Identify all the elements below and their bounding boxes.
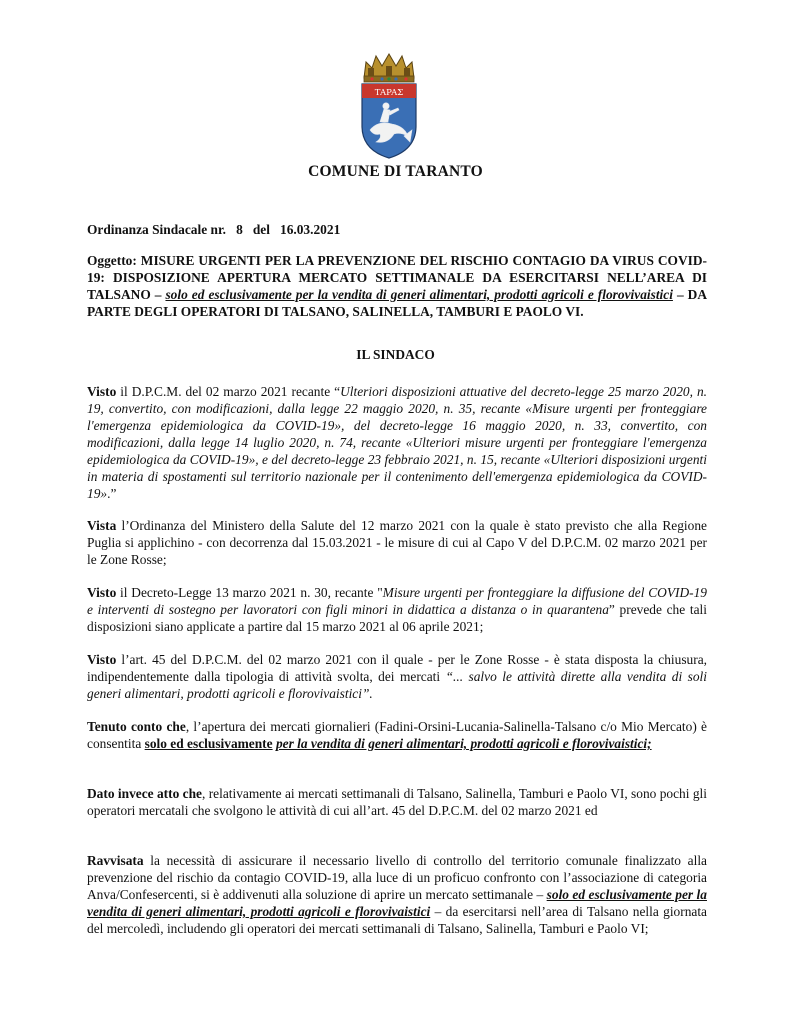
paragraph-text: il Decreto-Legge 13 marzo 2021 n. 30, recante " [116, 585, 383, 600]
section-heading: IL SINDACO [356, 347, 435, 362]
paragraph-text: il D.P.C.M. del 02 marzo 2021 recante “ [116, 384, 341, 399]
paragraph-text: l’art. 45 del D.P.C.M. del 02 marzo 2021 con il quale - per le Zone Rosse - è stata disposta la chiusura, indipendentemente dalla tipologia di attività svolta, dei mercati [87, 652, 707, 684]
ordinance-label: Ordinanza Sindacale nr. [87, 222, 227, 237]
ordinance-del: del [252, 222, 270, 237]
paragraph-dato-atto [87, 785, 707, 819]
paragraph-lead: Vista [87, 518, 117, 533]
paragraph-text: , l’apertura dei mercati giornalieri (Fadini-Orsini-Lucania-Salinella-Talsano c/o Mio Mercato) è consentita [87, 719, 707, 751]
paragraph-vista-ordinanza [87, 517, 707, 568]
paragraph-lead: Visto [87, 384, 117, 399]
paragraph-emphasis-italic: solo ed esclusivamente per la vendita di generi alimentari, prodotti agricoli e florovivaistici [87, 887, 707, 919]
paragraph-visto-art45 [87, 651, 707, 702]
paragraph-text: l’Ordinanza del Ministero della Salute del 12 marzo 2021 con la quale è stato previsto che alla Regione Puglia si applichino - con decorrenza dal 15.03.2021 - le misure di cui al Capo V del D.P.C.M. 02 marzo 2021 per le Zone Rosse; [87, 518, 707, 567]
paragraph-text-end: – da esercitarsi nell’area di Talsano nella giornata del mercoledì, includendo gli operatori dei mercati settimanali di Talsano, Salinella, Tamburi e Paolo VI; [87, 904, 707, 936]
paragraph-quote: Misure urgenti per fronteggiare la diffusione del COVID-19 e interventi di sostegno per lavoratori con figli minori in didattica a distanza o in quarantena [87, 585, 707, 617]
paragraph-text: la necessità di assicurare il necessario livello di controllo del territorio comunale finalizzato alla prevenzione del rischio da contagio COVID-19, alla luce di un proficuo confronto con l’associazione di categoria Anva/Confesercenti, si è addivenuti alla soluzione di aprire un mercato settimanale – [87, 853, 707, 902]
paragraph-emphasis: solo ed esclusivamente [144, 736, 273, 751]
paragraph-emphasis-italic: per la vendita di generi alimentari, prodotti agricoli e florovivaistici; [275, 736, 652, 751]
paragraph-text-end: .” [107, 486, 117, 501]
subject-part1: Oggetto: MISURE URGENTI PER LA PREVENZIONE DEL RISCHIO CONTAGIO DA VIRUS COVID-19: DISPOSIZIONE APERTURA MERCATO SETTIMANALE DA ESERCITARSI NELL’AREA DI TALSANO – [87, 253, 707, 302]
header-title: COMUNE DI TARANTO [308, 163, 483, 180]
paragraph-tenuto-conto [87, 718, 707, 752]
paragraph-quote: Ulteriori disposizioni attuative del decreto-legge 25 marzo 2020, n. 19, convertito, con modificazioni, dalla legge 22 maggio 2020, n. 35, recante «Misure urgenti per fronteggiare l'emergenza epidemiologica da COVID-19», del decreto-legge 16 maggio 2020, n. 33, convertito, con modificazioni, dalla legge 14 luglio 2020, n. 74, recante «Ulteriori misure urgenti per fronteggiare l'emergenza epidemiologica da COVID-19», e del decreto-legge 23 febbraio 2021, n. 15, recante «Ulteriori disposizioni urgenti in materia di spostamenti sul territorio nazionale per il contenimento dell'emergenza epidemiologica da COVID-19» [87, 384, 707, 501]
paragraph-quote: “... salvo le attività dirette alla vendita di soli generi alimentari, prodotti agricoli e florovivaistici”. [87, 669, 707, 701]
city-crest-logo [358, 52, 420, 160]
ordinance-date: 16.03.2021 [280, 222, 341, 237]
paragraph-lead: Dato invece atto che [87, 786, 202, 801]
paragraph-text-end: ” prevede che tali disposizioni siano applicate a partire dal 15 marzo 2021 al 06 aprile 2021; [87, 602, 707, 634]
paragraph-visto-dpcm [87, 383, 707, 502]
paragraph-text: , relativamente ai mercati settimanali di Talsano, Salinella, Tamburi e Paolo VI, sono pochi gli operatori mercatali che svolgono le attività di cui all’art. 45 del D.P.C.M. del 02 marzo 2021 ed [87, 786, 707, 818]
paragraph-lead: Tenuto conto che [87, 719, 186, 734]
subject-part2: solo ed esclusivamente per la vendita di generi alimentari, prodotti agricoli e florovivaistici [165, 287, 673, 302]
crown-icon [364, 54, 414, 82]
crest-text: TAPAΣ [374, 88, 404, 98]
ordinance-number: 8 [236, 222, 243, 237]
ordinance-line [87, 221, 707, 238]
paragraph-lead: Visto [87, 652, 117, 667]
paragraph-lead: Visto [87, 585, 117, 600]
paragraph-ravvisata [87, 852, 707, 937]
paragraph-lead: Ravvisata [87, 853, 144, 868]
subject-part3: – DA PARTE DEGLI OPERATORI DI TALSANO, SALINELLA, TAMBURI E PAOLO VI. [87, 287, 707, 319]
subject-paragraph [87, 252, 707, 320]
paragraph-visto-decreto [87, 584, 707, 635]
